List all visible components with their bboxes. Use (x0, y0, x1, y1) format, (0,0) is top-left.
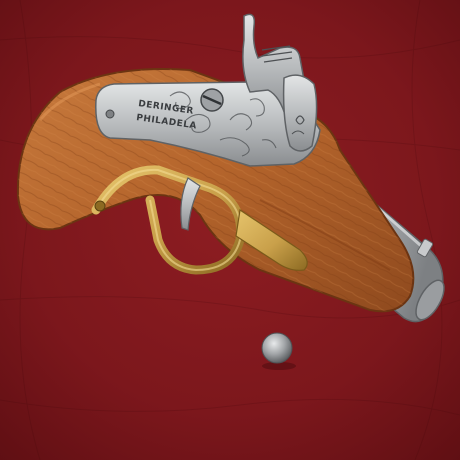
guard-screw (95, 201, 105, 211)
lockplate-line-2: PHILADELA (135, 113, 198, 132)
nipple-bolster (284, 75, 317, 151)
lock-plate-pin (106, 110, 114, 118)
lockplate-line-1: DERINGER (137, 99, 195, 117)
